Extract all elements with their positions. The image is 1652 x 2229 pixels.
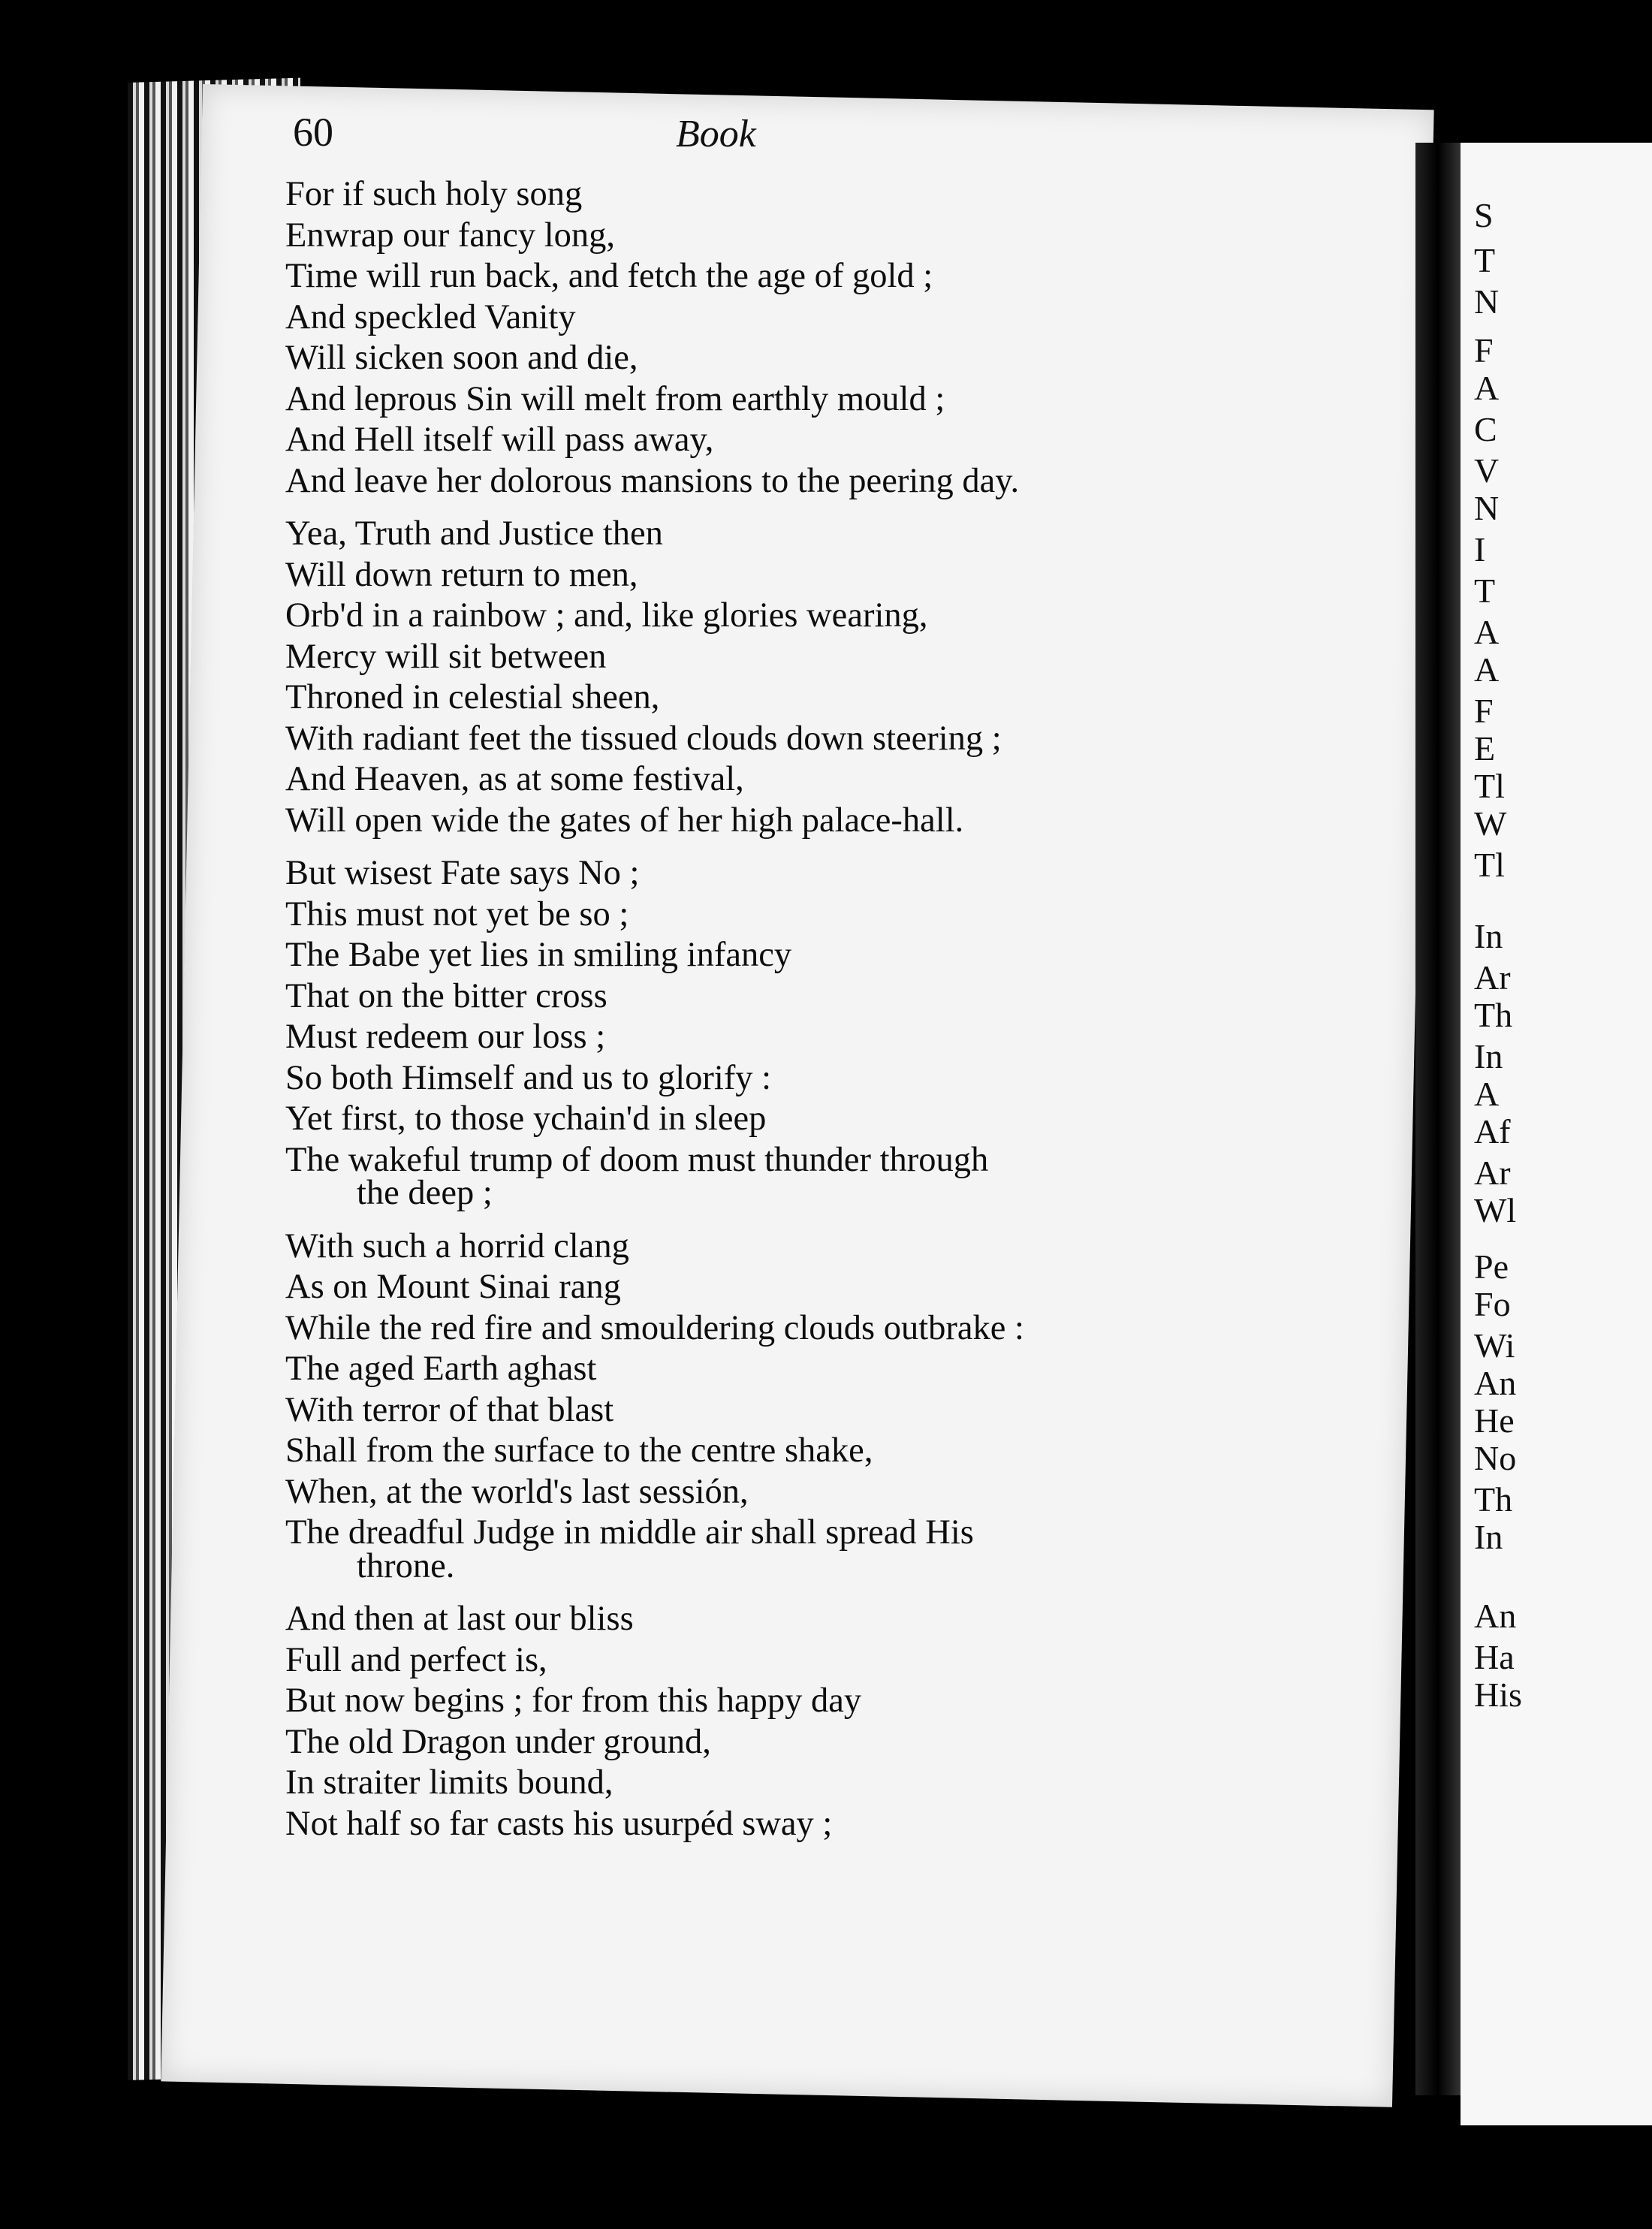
poem-line: With such a horrid clang [285,1226,629,1265]
right-page-fragment: N [1474,282,1500,321]
poem-line: As on Mount Sinai rang [285,1268,621,1306]
poem-line: With radiant feet the tissued clouds down steering ; [285,719,1002,758]
right-page-fragment: F [1474,692,1494,730]
right-page-fragment: C [1474,410,1497,448]
poem-line: So both Himself and us to glorify : [285,1058,772,1097]
right-page-fragment: He [1474,1401,1515,1440]
book-gutter [1415,143,1461,2095]
poem-line: And leprous Sin will melt from earthly mould ; [285,379,945,418]
right-page-fragment: A [1474,650,1500,689]
poem-line: With terror of that blast [285,1390,614,1429]
right-page-fragment: Th [1474,1480,1513,1519]
right-page-fragment: T [1474,241,1496,279]
poem-line: Will open wide the gates of her high palace-hall. [285,801,964,840]
right-page-fragment: In [1474,917,1503,955]
right-page-fragment: Th [1474,996,1513,1034]
stanza [285,174,1367,502]
poem-line: Orb'd in a rainbow ; and, like glories wearing, [285,596,928,635]
stanza [285,1226,1367,1588]
right-page-fragment: A [1474,1075,1500,1113]
right-page-fragment: A [1474,613,1500,651]
right-page-fragment: An [1474,1597,1517,1635]
right-page-fragment: Af [1474,1112,1511,1151]
poem-line: Enwrap our fancy long, [285,216,616,255]
poem-line: Yea, Truth and Justice then [285,514,663,553]
poem-line: But now begins ; for from this happy day [285,1682,862,1720]
running-title: Book [676,113,756,155]
right-page-fragment: In [1474,1037,1503,1075]
poem-line: In straiter limits bound, [285,1763,613,1802]
stanza [285,853,1367,1214]
right-page-fragment: Ar [1474,1154,1511,1192]
poem-line: And leave her dolorous mansions to the peering day. [285,461,1020,500]
poem-line: The wakeful trump of doom must thunder through [285,1140,989,1179]
stanza [285,1599,1367,1844]
poem-line: Time will run back, and fetch the age of gold ; [285,257,933,295]
poem-line: This must not yet be so ; [285,894,629,934]
poem-line: And Heaven, as at some festival, [285,760,744,798]
poem-line: For if such holy song [285,175,583,213]
poem-line: And Hell itself will pass away, [285,421,714,459]
right-page-fragment: Ar [1474,958,1511,997]
poem-line: the deep ; [357,1174,493,1212]
right-page-fragment: Tl [1474,846,1505,884]
right-page-fragment: Fo [1474,1285,1511,1323]
right-page-fragment: Pe [1474,1247,1509,1286]
poem-line: Shall from the surface to the centre shake, [285,1431,873,1470]
poem-line: That on the bitter cross [285,976,607,1015]
right-page-fragment: S [1474,196,1494,234]
right-page [1461,143,1652,2125]
poem-line: Mercy will sit between [285,637,607,676]
poem-line: Will sicken soon and die, [285,339,638,377]
right-page-fragment: An [1474,1364,1517,1402]
right-page-fragment: In [1474,1518,1503,1556]
poem-line: When, at the world's last sessión, [285,1472,749,1511]
page-number: 60 [293,110,333,155]
poem-line: throne. [357,1546,455,1585]
poem-line: The aged Earth aghast [285,1350,597,1388]
poem-text [285,174,1367,1856]
right-page-fragment: W [1474,804,1507,843]
poem-line: Throned in celestial sheen, [285,678,660,716]
right-page-fragment: N [1474,489,1500,527]
right-page-fragment: Wi [1474,1326,1515,1365]
poem-line: But wisest Fate says No ; [285,854,640,892]
right-page-fragment: F [1474,331,1494,369]
right-page-fragment: His [1474,1676,1522,1714]
stanza [285,514,1367,841]
right-page-fragment: A [1474,369,1500,407]
right-page-fragment: No [1474,1439,1517,1477]
poem-line: And speckled Vanity [285,297,576,336]
right-page-fragment: Ha [1474,1638,1515,1676]
right-page-fragment: V [1474,451,1500,490]
right-page-fragment: I [1474,530,1486,569]
poem-line: The old Dragon under ground, [285,1722,711,1761]
poem-line: While the red fire and smouldering clouds outbrake : [285,1308,1024,1347]
poem-line: Must redeem our loss ; [285,1018,606,1056]
poem-line: The Babe yet lies in smiling infancy [285,936,792,974]
poem-line: Yet first, to those ychain'd in sleep [285,1099,767,1138]
right-page-fragment: Tl [1474,767,1505,805]
poem-line: Full and perfect is, [285,1640,547,1679]
poem-line: And then at last our bliss [285,1600,634,1638]
right-page-fragment: T [1474,572,1496,610]
poem-line: Will down return to men, [285,555,638,594]
poem-line: The dreadful Judge in middle air shall spread His [285,1513,974,1552]
running-head [293,109,1119,176]
right-page-fragment: E [1474,729,1496,768]
right-page-fragment: Wl [1474,1191,1517,1229]
poem-line: Not half so far casts his usurpéd sway ; [285,1804,833,1843]
